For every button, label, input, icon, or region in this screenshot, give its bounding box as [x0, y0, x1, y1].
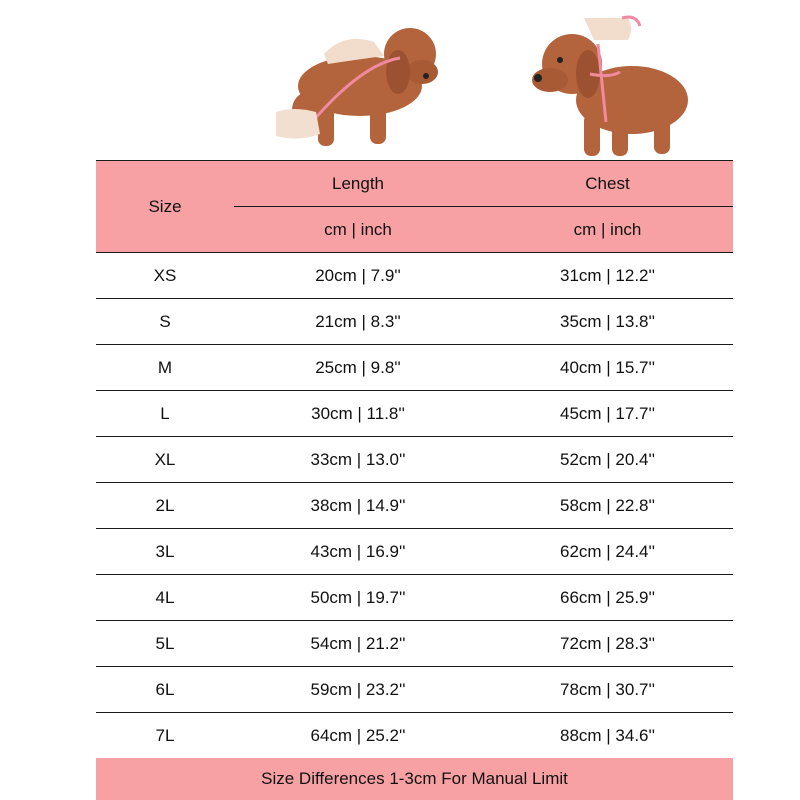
chest-cell: 58cm | 22.8'' — [482, 483, 733, 529]
table-row — [96, 621, 733, 667]
table-row — [96, 713, 733, 759]
size-cell: S — [96, 299, 234, 345]
length-unit-header: cm | inch — [234, 207, 482, 253]
chest-cell: 40cm | 15.7'' — [482, 345, 733, 391]
size-chart-table — [96, 160, 733, 759]
chest-header: Chest — [482, 161, 733, 207]
table-row — [96, 345, 733, 391]
length-cell: 21cm | 8.3'' — [234, 299, 482, 345]
size-cell: 2L — [96, 483, 234, 529]
length-cell: 20cm | 7.9'' — [234, 253, 482, 299]
size-difference-note: Size Differences 1-3cm For Manual Limit — [96, 758, 733, 800]
size-cell: XS — [96, 253, 234, 299]
size-cell: 5L — [96, 621, 234, 667]
table-row — [96, 391, 733, 437]
table-row — [96, 483, 733, 529]
length-cell: 64cm | 25.2'' — [234, 713, 482, 759]
chest-cell: 31cm | 12.2'' — [482, 253, 733, 299]
chest-cell: 78cm | 30.7'' — [482, 667, 733, 713]
length-cell: 38cm | 14.9'' — [234, 483, 482, 529]
length-cell: 54cm | 21.2'' — [234, 621, 482, 667]
length-cell: 30cm | 11.8'' — [234, 391, 482, 437]
size-cell: 4L — [96, 575, 234, 621]
size-cell: 7L — [96, 713, 234, 759]
length-cell: 43cm | 16.9'' — [234, 529, 482, 575]
chest-cell: 88cm | 34.6'' — [482, 713, 733, 759]
length-cell: 59cm | 23.2'' — [234, 667, 482, 713]
chest-unit-header: cm | inch — [482, 207, 733, 253]
chest-cell: 35cm | 13.8'' — [482, 299, 733, 345]
dog-chest-measure-photo — [524, 14, 694, 160]
table-row — [96, 529, 733, 575]
chest-cell: 66cm | 25.9'' — [482, 575, 733, 621]
size-cell: XL — [96, 437, 234, 483]
table-row — [96, 299, 733, 345]
chest-cell: 72cm | 28.3'' — [482, 621, 733, 667]
chest-cell: 62cm | 24.4'' — [482, 529, 733, 575]
length-cell: 33cm | 13.0'' — [234, 437, 482, 483]
chest-cell: 52cm | 20.4'' — [482, 437, 733, 483]
length-cell: 25cm | 9.8'' — [234, 345, 482, 391]
table-row — [96, 667, 733, 713]
size-cell: M — [96, 345, 234, 391]
length-header: Length — [234, 161, 482, 207]
chest-cell: 45cm | 17.7'' — [482, 391, 733, 437]
size-cell: L — [96, 391, 234, 437]
dog-length-measure-photo — [272, 14, 444, 156]
size-header: Size — [96, 161, 234, 253]
table-row — [96, 575, 733, 621]
table-row — [96, 437, 733, 483]
table-row — [96, 253, 733, 299]
size-cell: 6L — [96, 667, 234, 713]
size-cell: 3L — [96, 529, 234, 575]
length-cell: 50cm | 19.7'' — [234, 575, 482, 621]
